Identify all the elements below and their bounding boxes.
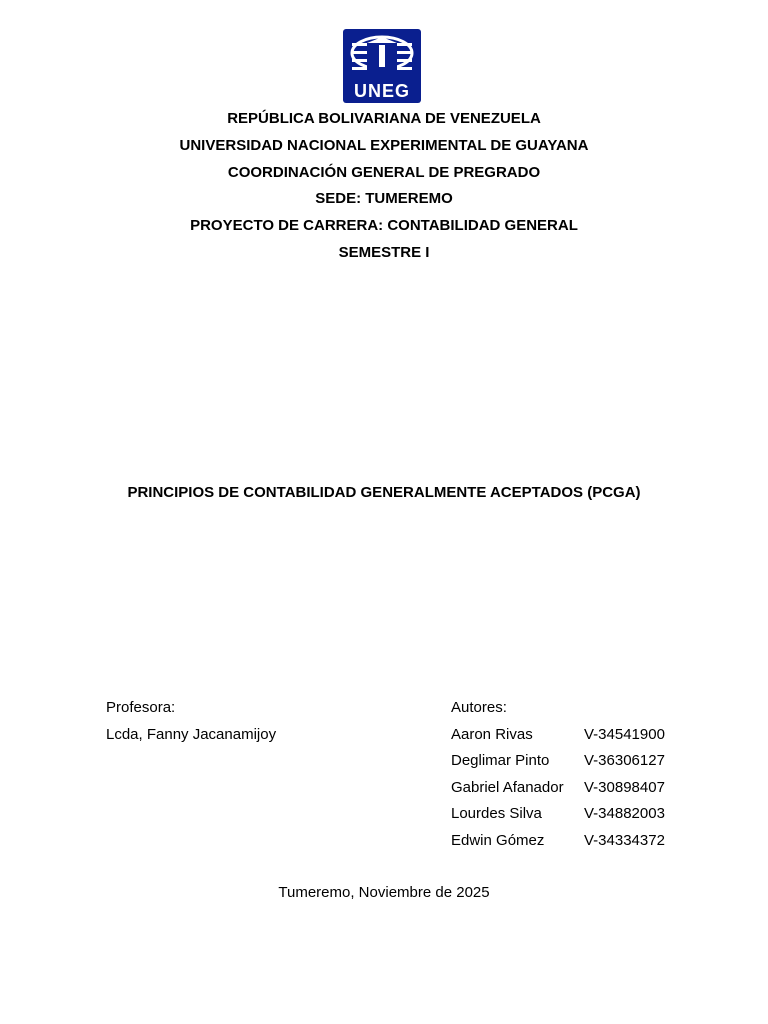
authors-block <box>451 695 665 854</box>
author-row <box>451 828 665 855</box>
professor-block <box>106 695 276 748</box>
author-name: Deglimar Pinto <box>451 752 550 769</box>
author-id: V-34882003 <box>584 805 665 822</box>
header-line-university: UNIVERSIDAD NACIONAL EXPERIMENTAL DE GUAYANA <box>179 136 589 154</box>
header-line-career: PROYECTO DE CARRERA: CONTABILIDAD GENERAL <box>190 217 578 235</box>
uneg-logo <box>343 29 421 103</box>
header-line-campus: SEDE: TUMEREMO <box>315 190 453 208</box>
author-row <box>451 748 665 775</box>
authors-label: Autores: <box>451 699 507 716</box>
author-name: Aaron Rivas <box>451 725 533 743</box>
author-id: V-34334372 <box>584 831 665 849</box>
uneg-logo-icon <box>343 29 421 103</box>
author-row <box>451 775 665 802</box>
professor-name: Lcda, Fanny Jacanamijoy <box>106 725 277 743</box>
author-row <box>451 722 665 749</box>
header-line-semester: SEMESTRE I <box>338 243 430 261</box>
header-line-coordination: COORDINACIÓN GENERAL DE PREGRADO <box>227 163 541 181</box>
author-name: Gabriel Afanador <box>451 778 564 796</box>
author-row <box>451 801 665 828</box>
svg-text:UNEG: UNEG <box>353 81 411 101</box>
author-id: V-34541900 <box>584 725 665 743</box>
place-date: Tumeremo, Noviembre de 2025 <box>278 884 490 901</box>
author-name: Lourdes Silva <box>451 805 542 822</box>
document-title: PRINCIPIOS DE CONTABILIDAD GENERALMENTE ACEPTADOS (PCGA) <box>127 484 641 501</box>
author-id: V-30898407 <box>584 778 665 796</box>
author-name: Edwin Gómez <box>451 831 545 849</box>
header-line-country: REPÚBLICA BOLIVARIANA DE VENEZUELA <box>227 110 541 127</box>
institution-header <box>0 106 768 267</box>
professor-label: Profesora: <box>106 699 176 716</box>
author-id: V-36306127 <box>584 752 665 769</box>
